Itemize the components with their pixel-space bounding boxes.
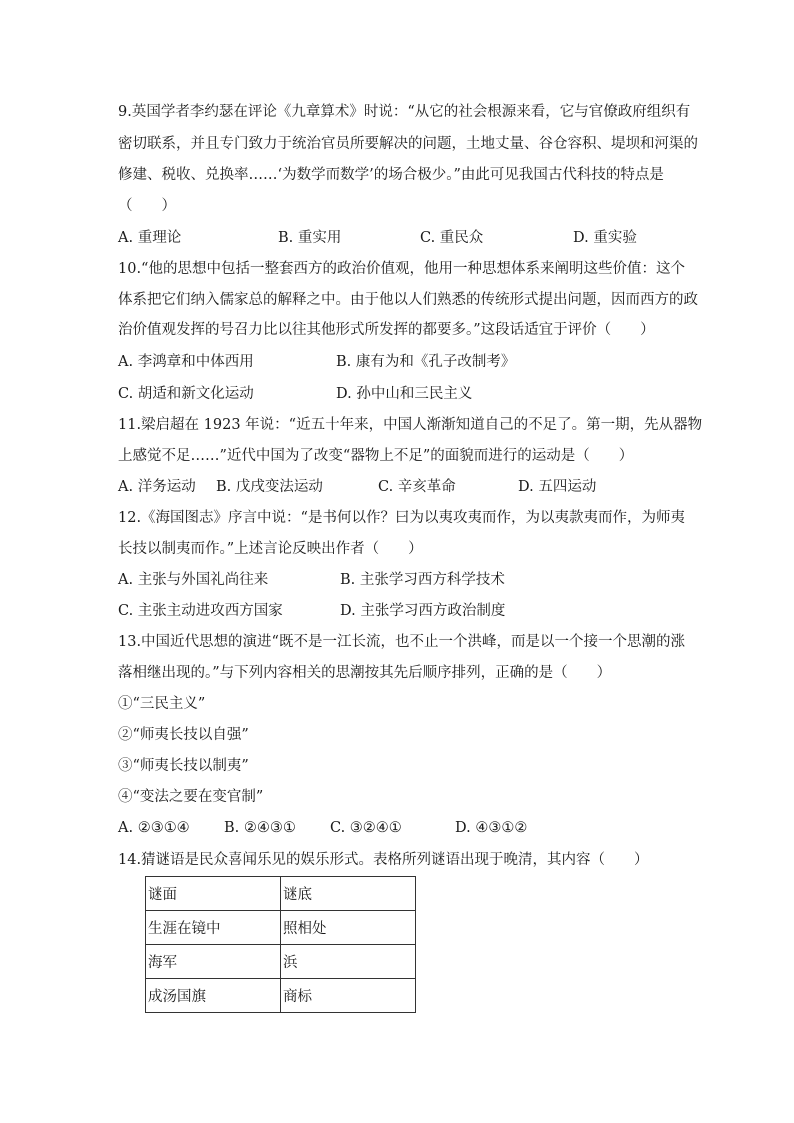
table-row	[146, 945, 416, 979]
q11-option-c: C. 辛亥革命	[378, 479, 456, 495]
q9-line-3: 修建、税收、兑换率……‘为数学而数学’的场合极少。”由此可见我国古代科技的特点是	[118, 167, 664, 183]
q13-option-c: C. ③②④①	[330, 820, 402, 836]
q13-item-4: ④“变法之要在变官制”	[118, 789, 264, 805]
table-header-cell: 谜底	[281, 877, 416, 911]
table-cell: 海军	[146, 945, 281, 979]
table-cell: 浜	[281, 945, 416, 979]
q9-option-a: A. 重理论	[118, 230, 182, 246]
riddle-table	[145, 876, 416, 1013]
table-cell: 生涯在镜中	[146, 911, 281, 945]
q9-line-1: 9.英国学者李约瑟在评论《九章算术》时说：“从它的社会根源来看，它与官僚政府组织有	[118, 104, 691, 120]
q10-option-c: C. 胡适和新文化运动	[118, 386, 254, 402]
q13-option-b: B. ②④③①	[224, 820, 296, 836]
q12-line-1: 12.《海国图志》序言中说：“是书何以作？曰为以夷攻夷而作，为以夷款夷而作，为师夷	[118, 510, 685, 526]
q11-line-2: 上感觉不足……”近代中国为了改变“器物上不足”的面貌而进行的运动是（ ）	[118, 448, 634, 464]
q11-option-b: B. 戊戌变法运动	[216, 479, 323, 495]
q13-item-2: ②“师夷长技以自强”	[118, 727, 249, 743]
q10-option-a: A. 李鸿章和中体西用	[118, 354, 254, 370]
q9-option-b: B. 重实用	[278, 230, 342, 246]
q13-option-a: A. ②③①④	[118, 820, 190, 836]
table-cell: 成汤国旗	[146, 979, 281, 1013]
table-cell: 照相处	[281, 911, 416, 945]
q10-option-b: B. 康有为和《孔子改制考》	[336, 354, 516, 370]
q13-line-1: 13.中国近代思想的演进“既不是一江长流，也不止一个洪峰，而是以一个接一个思潮的涨	[118, 634, 685, 650]
q12-option-b: B. 主张学习西方科学技术	[340, 572, 505, 588]
q9-option-d: D. 重实验	[573, 230, 637, 246]
q13-option-d: D. ④③①②	[455, 820, 528, 836]
q10-line-1: 10.“他的思想中包括一整套西方的政治价值观，他用一种思想体系来阐明这些价值：这个	[118, 261, 685, 277]
table-cell: 商标	[281, 979, 416, 1013]
table-row	[146, 979, 416, 1013]
q10-line-2: 体系把它们纳入儒家总的解释之中。由于他以人们熟悉的传统形式提出问题，因而西方的政	[118, 292, 698, 308]
q9-line-4: （ ）	[118, 198, 176, 214]
q11-option-a: A. 洋务运动	[118, 479, 196, 495]
q10-line-3: 治价值观发挥的号召力比以往其他形式所发挥的都要多。”这段话适宜于评价（ ）	[118, 322, 655, 338]
q11-option-d: D. 五四运动	[518, 479, 597, 495]
q12-line-2: 长技以制夷而作。”上述言论反映出作者（ ）	[118, 541, 423, 557]
q10-option-d: D. 孙中山和三民主义	[336, 386, 473, 402]
q11-line-1: 11.梁启超在 1923 年说：“近五十年来，中国人渐渐知道自己的不足了。第一期，先从器物	[118, 417, 703, 433]
q13-item-3: ③“师夷长技以制夷”	[118, 758, 249, 774]
table-header-cell: 谜面	[146, 877, 281, 911]
q12-option-c: C. 主张主动进攻西方国家	[118, 603, 283, 619]
q13-line-2: 落相继出现的。”与下列内容相关的思潮按其先后顺序排列，正确的是（ ）	[118, 665, 612, 681]
table-header-row	[146, 877, 416, 911]
q13-item-1: ①“三民主义”	[118, 696, 206, 712]
q14-line-1: 14.猜谜语是民众喜闻乐见的娱乐形式。表格所列谜语出现于晚清，其内容（ ）	[118, 852, 649, 868]
q9-option-c: C. 重民众	[420, 230, 484, 246]
table-row	[146, 911, 416, 945]
q12-option-d: D. 主张学习西方政治制度	[340, 603, 506, 619]
q12-option-a: A. 主张与外国礼尚往来	[118, 572, 269, 588]
q9-line-2: 密切联系，并且专门致力于统治官员所要解决的问题，土地丈量、谷仓容积、堤坝和河渠的	[118, 136, 698, 152]
